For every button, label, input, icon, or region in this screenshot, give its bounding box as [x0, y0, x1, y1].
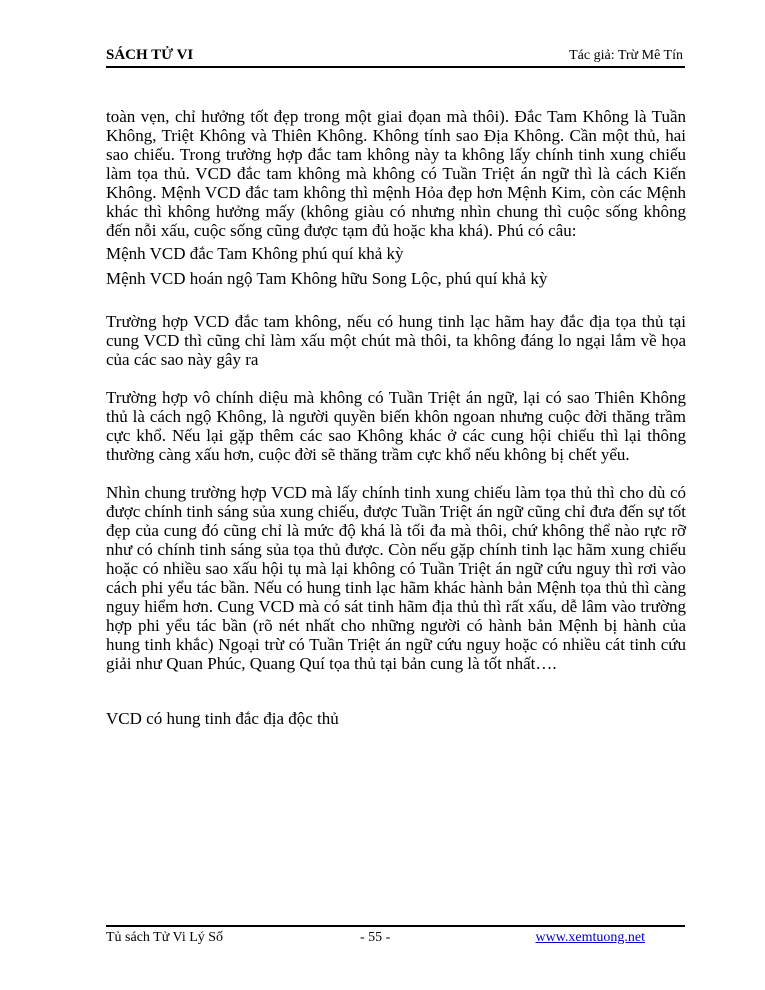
verse-1: Mệnh VCD đắc Tam Không phú quí khả kỳ [106, 244, 404, 263]
section-heading: VCD có hung tinh đắc địa độc thủ [106, 709, 339, 728]
page-header [106, 44, 685, 68]
verse-2: Mệnh VCD hoán ngộ Tam Không hữu Song Lộc, phú quí khả kỳ [106, 269, 548, 288]
website-link[interactable]: www.xemtuong.net [535, 930, 645, 945]
paragraph-2: Trường hợp VCD đắc tam không, nếu có hung tinh lạc hãm hay đắc địa tọa thủ tại cung VCD thì cũng chỉ làm xấu một chút mà thôi, ta không đáng lo ngại lắm về họa của các sao này gây ra [106, 312, 686, 369]
page-footer [106, 925, 685, 945]
page-body [106, 107, 686, 728]
paragraph-3: Trường hợp vô chính diệu mà không có Tuần Triệt án ngữ, lại có sao Thiên Không thủ là cách ngộ Không, là người quyền biến khôn ngoan nhưng cuộc đời thăng trầm cực khổ. Nếu lại gặp thêm các sao Không khác ở các cung hội chiếu thì lại thông thường càng xấu hơn, cuộc đời sẽ thăng trầm cực khổ nếu không bị chết yểu. [106, 388, 686, 464]
page-number: - 55 - [360, 930, 391, 945]
book-title: SÁCH TỬ VI [106, 47, 194, 63]
footer-series: Tủ sách Tử Vi Lý Số [106, 930, 224, 945]
paragraph-4: Nhìn chung trường hợp VCD mà lấy chính tinh xung chiếu làm tọa thủ thì cho dù có được chính tinh sáng sủa xung chiếu, được Tuần Triệt án ngữ cũng chỉ đưa đến sự tốt đẹp của cung đó cũng chỉ là mức độ khá là tối đa mà thôi, chứ không thể nào rực rỡ như có chính tinh sáng sủa tọa thủ được. Còn nếu gặp chính tinh lạc hãm xung chiếu hoặc có nhiều sao xấu hội tụ mà lại không có Tuần Triệt án ngữ cứu nguy thì rơi vào cách phi yểu tác bần. Nếu có hung tinh lạc hãm khác hành bản Mệnh tọa thủ thì càng nguy hiểm hơn. Cung VCD mà có sát tinh hãm địa thủ thì rất xấu, dễ lâm vào trường hợp phi yểu tác bần (rõ nét nhất cho những người có hành bản Mệnh bị hành của hung tinh khắc) Ngoại trừ có Tuần Triệt án ngữ cứu nguy hoặc có nhiều cát tinh cứu giải như Quan Phúc, Quang Quí tọa thủ tại bản cung là tốt nhất…. [106, 483, 686, 673]
author-label: Tác giả: Trừ Mê Tín [569, 48, 683, 63]
paragraph-1: toàn vẹn, chỉ hưởng tốt đẹp trong một giai đọan mà thôi). Đắc Tam Không là Tuần Không, Triệt Không và Thiên Không. Không tính sao Địa Không. Cần một thủ, hai sao chiếu. Trong trường hợp đắc tam không này ta không lấy chính tinh xung chiếu làm tọa thủ. VCD đắc tam không mà không có Tuần Triệt án ngữ thì là cách Kiến Không. Mệnh VCD đắc tam không thì mệnh Hỏa đẹp hơn Mệnh Kim, còn các Mệnh khác thì không hưởng mấy (không giàu có nhưng nhìn chung thì cuộc sống không đến nỗi xấu, cuộc sống cũng được tạm đủ hoặc kha khá). Phú có câu: [106, 107, 686, 240]
